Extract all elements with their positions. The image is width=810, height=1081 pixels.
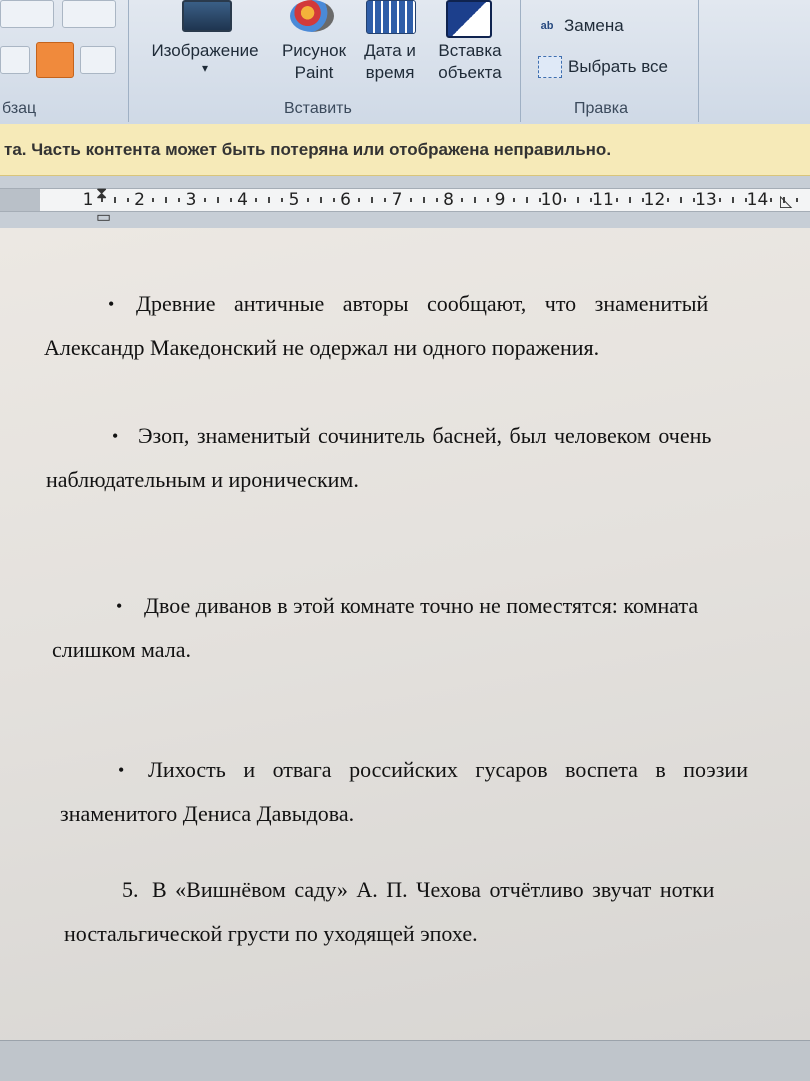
group-separator [520, 0, 521, 122]
paragraph-line: наблюдательным и ироническим. [46, 467, 359, 492]
first-line-indent-marker[interactable]: ⧗ [96, 185, 108, 202]
ruler-tick [230, 198, 232, 202]
insert-object-label-1: Вставка [438, 41, 502, 60]
ruler-tick [384, 198, 386, 202]
replace-button[interactable] [536, 16, 624, 36]
ruler-tick [770, 198, 772, 202]
ruler-area [0, 176, 810, 228]
ruler-tick [371, 197, 373, 203]
insert-picture-button[interactable] [140, 40, 270, 74]
right-indent-marker[interactable]: ◺ [780, 193, 793, 210]
ruler-number: 7 [391, 190, 403, 210]
multilevel-list-button[interactable] [62, 0, 116, 28]
ruler-tick [307, 198, 309, 202]
item-number: 5. [122, 877, 139, 902]
insert-picture-label: Изображение [151, 41, 259, 60]
ruler-number: 1 [82, 190, 94, 210]
paragraph-line: Лихость и отвага российских гусаров воспета в поэзии [148, 757, 748, 782]
select-all-icon [538, 56, 562, 78]
ruler-number: 3 [185, 190, 197, 210]
ruler-tick [732, 197, 734, 203]
paragraph-spacing-button[interactable] [80, 46, 116, 74]
ruler-number: 11 [592, 190, 614, 210]
insert-datetime-label-1: Дата и [364, 41, 416, 60]
ruler-number: 12 [643, 190, 666, 210]
bullet-marker: • [116, 596, 123, 616]
ruler-number: 4 [237, 190, 248, 210]
dropdown-arrow-icon: ▾ [201, 61, 209, 75]
paragraph-line: В «Вишнёвом саду» А. П. Чехова отчётливо звучат нотки [152, 877, 715, 902]
bullet-marker: • [112, 426, 119, 446]
replace-label: Замена [564, 16, 624, 35]
paint-palette-icon [290, 0, 334, 32]
insert-object-button[interactable] [428, 40, 512, 84]
ribbon [0, 0, 810, 125]
horizontal-ruler[interactable] [0, 185, 810, 212]
ruler-tick [255, 198, 257, 202]
ruler-tick [667, 198, 669, 202]
insert-object-label-2: объекта [438, 63, 502, 82]
bullets-list-button[interactable] [0, 0, 54, 28]
ruler-tick [178, 198, 180, 202]
ruler-tick [152, 198, 154, 202]
ruler-tick [680, 197, 682, 203]
ruler-tick [513, 198, 515, 202]
ruler-tick [165, 197, 167, 203]
left-indent-marker[interactable]: ▭ [96, 209, 112, 226]
bullet-marker: • [108, 294, 115, 314]
edit-group-label: Правка [574, 100, 629, 117]
replace-icon: ab [540, 20, 554, 32]
insert-datetime-button[interactable] [356, 40, 424, 84]
ruler-number: 2 [134, 190, 145, 210]
ruler-tick [127, 198, 129, 202]
compatibility-message-bar [0, 124, 810, 176]
ruler-tick [358, 198, 360, 202]
ruler-tick [114, 197, 116, 203]
insert-paint-label-1: Рисунок [281, 41, 347, 60]
ruler-tick [719, 198, 721, 202]
ruler-tick [564, 198, 566, 202]
group-separator [698, 0, 699, 122]
paragraph-line: слишком мала. [52, 637, 192, 662]
ruler-tick [461, 198, 463, 202]
paragraph-line: Древние античные авторы сообщают, что знаменитый [136, 291, 709, 316]
ruler-tick [204, 198, 206, 202]
group-separator [128, 0, 129, 122]
picture-icon [182, 0, 232, 32]
ruler-tick [616, 198, 618, 202]
paragraph-group-label: бзац [2, 100, 37, 117]
insert-datetime-label-2: время [365, 63, 415, 82]
ruler-number: 5 [288, 190, 300, 210]
ruler-tick [281, 198, 283, 202]
ruler-tick [217, 197, 219, 203]
ruler-tick [268, 197, 270, 203]
ruler-number: 6 [340, 190, 351, 210]
bullet-marker: • [118, 760, 125, 780]
ruler-number: 9 [494, 190, 506, 210]
ruler-number: 8 [443, 190, 454, 210]
calendar-clock-icon [366, 0, 416, 34]
insert-object-icon [446, 0, 492, 38]
justify-button[interactable] [36, 42, 74, 78]
ruler-tick [333, 198, 335, 202]
ruler-tick [629, 197, 631, 203]
insert-paint-label-2: Paint [294, 63, 334, 82]
ruler-tick [474, 197, 476, 203]
ruler-number: 10 [540, 190, 563, 210]
paragraph-line: Двое диванов в этой комнате точно не поместятся: комната [144, 593, 699, 618]
ruler-tick [410, 198, 412, 202]
ruler-tick [487, 198, 489, 202]
ruler-tick [436, 198, 438, 202]
align-right-button[interactable] [0, 46, 30, 74]
ruler-number: 13 [695, 190, 717, 210]
insert-group-label: Вставить [284, 100, 352, 117]
document-page[interactable] [0, 228, 810, 1040]
ruler-number: 14 [746, 190, 769, 210]
select-all-button[interactable] [538, 56, 668, 78]
paragraph-line: ностальгической грусти по уходящей эпохе. [64, 921, 478, 946]
select-all-label: Выбрать все [568, 57, 668, 76]
paragraph-line: Эзоп, знаменитый сочинитель басней, был человеком очень [138, 423, 712, 448]
ruler-margin [0, 189, 40, 211]
paragraph-line: Александр Македонский не одержал ни одного поражения. [44, 335, 600, 360]
ruler-tick [423, 197, 425, 203]
insert-paint-button[interactable] [276, 40, 352, 84]
ruler-tick [526, 197, 528, 203]
paragraph-line: знаменитого Дениса Давыдова. [60, 801, 355, 826]
ruler-tick [320, 197, 322, 203]
status-bar [0, 1040, 810, 1081]
ruler-tick [577, 197, 579, 203]
ruler-tick [796, 198, 798, 202]
message-text: та. Часть контента может быть потеряна или отображена неправильно. [4, 140, 612, 159]
